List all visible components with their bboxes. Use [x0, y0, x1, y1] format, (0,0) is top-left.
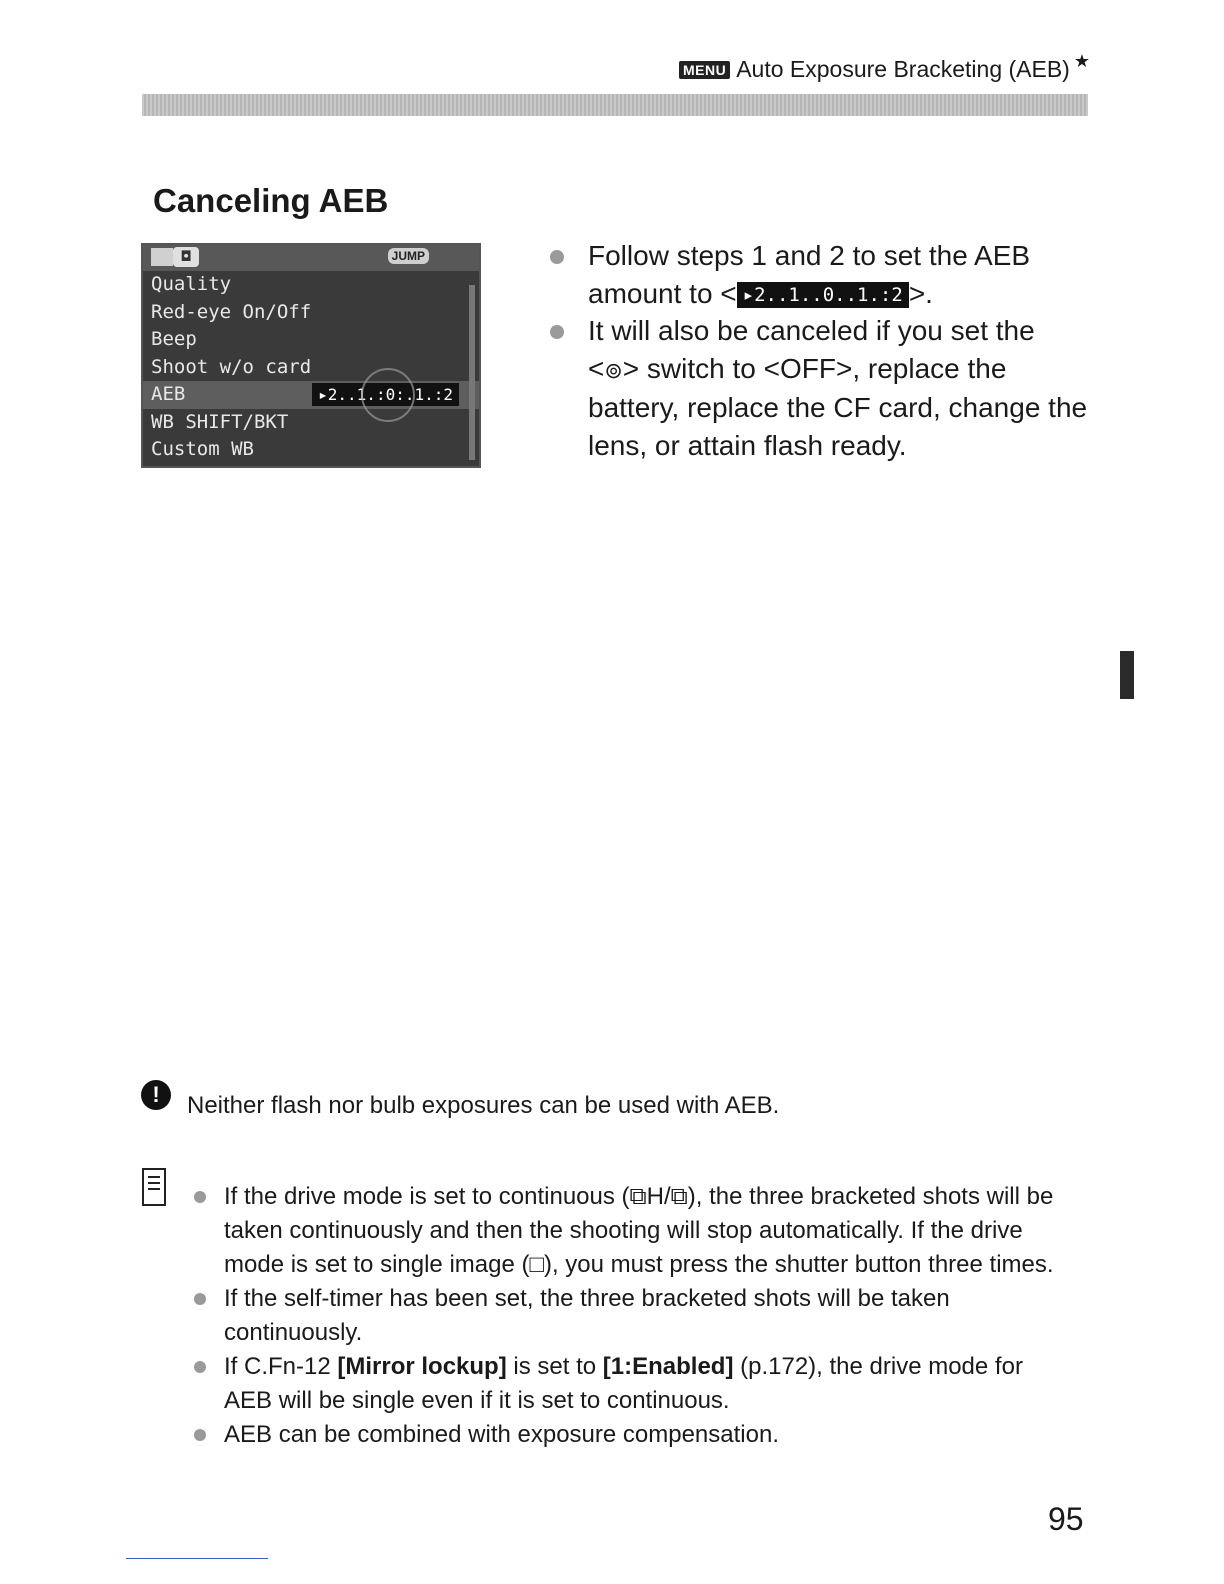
notes-list — [190, 1180, 1070, 1452]
lcd-scrollbar — [469, 285, 475, 460]
page-number: 95 — [1048, 1501, 1084, 1537]
list-item: If the drive mode is set to continuous (⧉H/⧉), the three bracketed shots will be taken continuously and then the shooting will stop automatically. If the drive mode is set to single image (□), you must press the shutter button three times. — [190, 1180, 1070, 1282]
menu-badge: MENU — [679, 61, 730, 79]
aeb-value-display: ▸2..1.:0:.1.:2 — [312, 383, 459, 406]
section-title: Canceling AEB — [153, 182, 389, 219]
power-switch-icon: ⊚ — [604, 357, 623, 383]
bullet-icon — [550, 250, 564, 264]
bullet-icon — [194, 1293, 206, 1305]
note-icon — [142, 1168, 166, 1206]
lcd-menu-item: Red-eye On/Off — [151, 300, 312, 323]
caution-text: Neither flash nor bulb exposures can be used with AEB. — [187, 1092, 780, 1119]
header-divider-bar — [142, 94, 1088, 116]
list-item: If C.Fn-12 [Mirror lockup] is set to [1:Enabled] (p.172), the drive mode for AEB will be single even if it is set to continuous. — [190, 1350, 1070, 1418]
tab-indicator — [151, 248, 173, 266]
jump-label: JUMP — [388, 248, 429, 264]
bullet-icon — [550, 325, 564, 339]
footer-divider — [126, 1558, 268, 1559]
list-item: AEB can be combined with exposure compensation. — [190, 1418, 1070, 1452]
lcd-menu-item: Beep — [151, 328, 197, 350]
camera-menu-screenshot — [141, 243, 481, 468]
camera-icon: ◘ — [173, 247, 199, 267]
lcd-menu-item-aeb: AEB ▸2..1.:0:.1.:2 — [143, 381, 479, 409]
list-item: It will also be canceled if you set the <⊚> switch to <OFF>, replace the battery, replace the CF card, change the lens, or attain flash ready. — [548, 312, 1088, 464]
off-label: OFF — [779, 352, 836, 384]
header-title: Auto Exposure Bracketing (AEB) — [736, 56, 1070, 82]
bullet-icon — [194, 1361, 206, 1373]
list-item: If the self-timer has been set, the three bracketed shots will be taken continuously. — [190, 1282, 1070, 1350]
list-item: Follow steps 1 and 2 to set the AEB amount to < ▸2..1..0..1.:2 >. — [548, 237, 1088, 312]
instruction-list — [548, 237, 1088, 464]
page-header — [679, 51, 1090, 83]
lcd-menu-item: WB SHIFT/BKT — [151, 410, 289, 433]
lcd-menu-item: Custom WB — [151, 438, 254, 460]
caution-icon: ! — [141, 1080, 171, 1110]
chapter-tab-marker — [1120, 651, 1134, 699]
lcd-menu-item: Quality — [151, 273, 232, 295]
bullet-icon — [194, 1429, 206, 1441]
lcd-tab-bar — [143, 245, 479, 271]
bullet-icon — [194, 1191, 206, 1203]
lcd-menu-item: Shoot w/o card — [151, 355, 312, 378]
star-icon: ★ — [1073, 51, 1090, 71]
aeb-value-badge: ▸2..1..0..1.:2 — [737, 282, 909, 308]
